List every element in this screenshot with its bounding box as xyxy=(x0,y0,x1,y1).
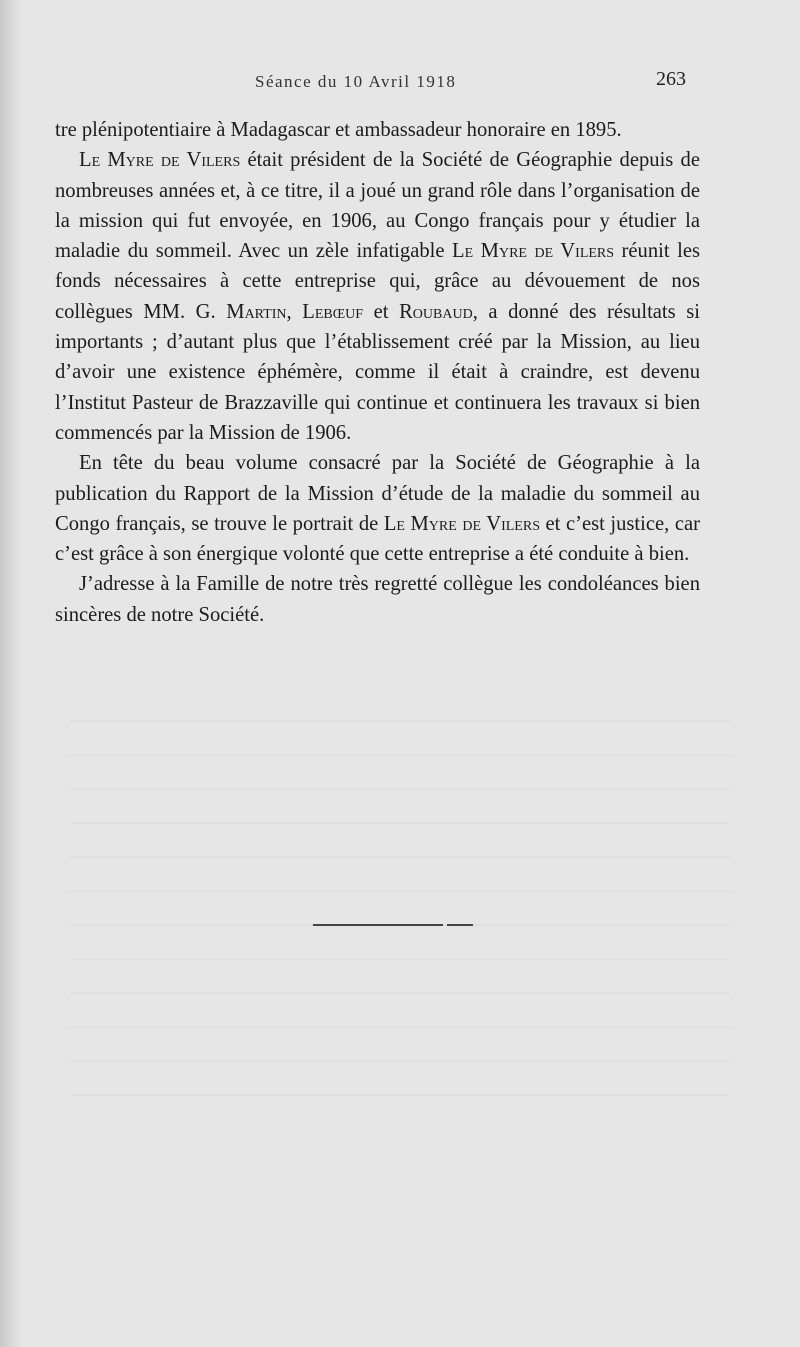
small-caps-name: Lebœuf xyxy=(302,300,364,323)
small-caps-name: Le Myre de Vilers xyxy=(383,512,540,535)
small-caps-name: Martin xyxy=(226,300,287,323)
text-run: En tête du beau volume consacré par la Société de Géographie à la publication du Rapport de la Mission d’étude de la maladie du sommeil au Congo français, se trouve le portrait de xyxy=(55,452,700,535)
paragraph xyxy=(55,569,700,630)
paragraph xyxy=(55,115,700,145)
paragraph xyxy=(55,145,700,448)
small-caps-name: Roubaud xyxy=(399,300,473,323)
text-run: , a donné des résultats si importants ; d’autant plus que l’établissement créé par la Mission, au lieu d’avoir une existence éphémère, comme il était à craindre, est devenu l’Institut Pasteur de Brazzaville qui continue et continuera les travaux si bien commencés par la Mission de 1906. xyxy=(55,300,700,444)
text-run: tre plénipotentiaire à Madagascar et ambassadeur honoraire en 1895. xyxy=(55,119,622,141)
text-run: , xyxy=(286,300,303,323)
text-run: était président de la Société de Géographie depuis de nombreuses années et, à ce titre, il a joué un grand rôle dans l’organisation de la mission qui fut envoyée, en 1906, au Congo français pour y étudier la maladie du sommeil. Avec un zèle infatigable xyxy=(55,149,700,263)
small-caps-name: Le Myre de Vilers xyxy=(79,149,241,172)
running-head: Séance du 10 Avril 1918 xyxy=(255,72,457,91)
paragraph xyxy=(55,448,700,569)
page-edge-shadow xyxy=(0,0,22,1347)
body-text xyxy=(55,115,700,630)
text-run: et c’est justice, car c’est grâce à son énergique volonté que cette entreprise a été conduite à bien. xyxy=(55,512,700,566)
page-number: 263 xyxy=(656,68,686,90)
small-caps-name: Le Myre de Vilers xyxy=(452,240,615,263)
text-run: réunit les fonds nécessaires à cette entreprise qui, grâce au dévouement de nos collègues MM. G. xyxy=(55,240,700,323)
rule-segment xyxy=(313,924,443,926)
text-run: J’adresse à la Famille de notre très regretté collègue les condoléances bien sincères de notre Société. xyxy=(55,573,700,626)
text-run: et xyxy=(363,300,400,323)
bleed-through-shadow xyxy=(70,700,730,1120)
page-header xyxy=(0,68,800,98)
rule-segment xyxy=(447,924,473,926)
